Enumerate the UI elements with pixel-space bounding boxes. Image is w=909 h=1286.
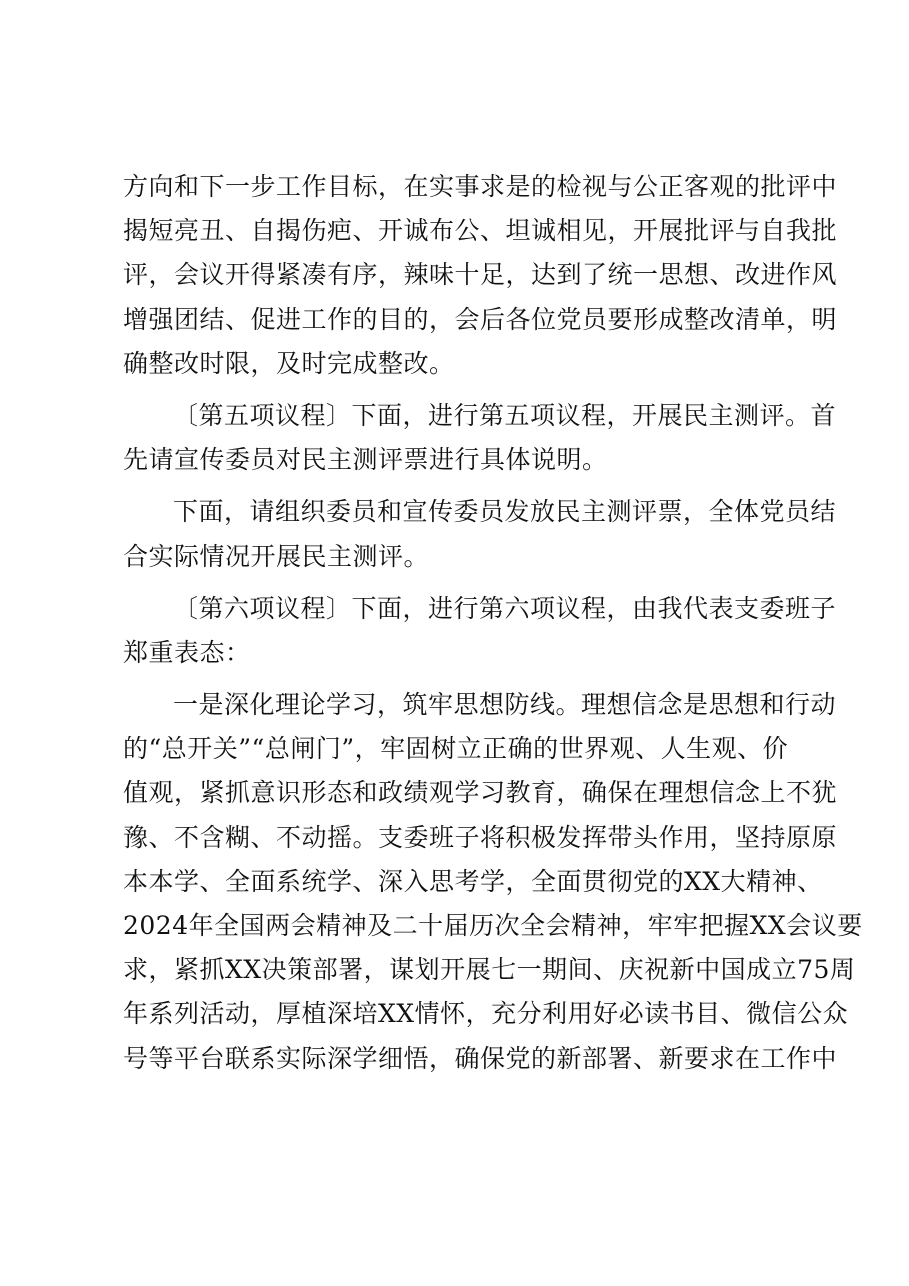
paragraph-line: 增强团结、促进工作的目的，会后各位党员要形成整改清单，明	[123, 304, 838, 334]
paragraph-line: 的“总开关”“总闸门”，牢固树立正确的世界观、人生观、价	[123, 734, 789, 764]
paragraph-line: 评，会议开得紧凑有序，辣味十足，达到了统一思想、改进作风	[123, 260, 838, 290]
paragraph-line: 2024年全国两会精神及二十届历次全会精神，牢牢把握XX会议要	[123, 911, 863, 940]
paragraph-line: 〔第五项议程〕下面，进行第五项议程，开展民主测评。首	[173, 400, 837, 430]
paragraph-line: 确整改时限，及时完成整改。	[123, 348, 455, 378]
paragraph-line: 一是深化理论学习，筑牢思想防线。理想信念是思想和行动	[173, 690, 837, 720]
paragraph-line: 先请宣传委员对民主测评票进行具体说明。	[123, 445, 608, 475]
paragraph-line: 方向和下一步工作目标，在实事求是的检视与公正客观的批评中	[123, 172, 838, 201]
paragraph-2	[123, 394, 837, 482]
paragraph-4	[123, 587, 837, 675]
document-body	[123, 165, 863, 1081]
paragraph-1	[123, 165, 838, 386]
paragraph-line: 值观，紧抓意识形态和政绩观学习教育，确保在理想信念上不犹	[123, 778, 838, 808]
paragraph-line: 号等平台联系实际深学细悟，确保党的新部署、新要求在工作中	[123, 1043, 838, 1073]
paragraph-line: 本本学、全面系统学、深入思考学，全面贯彻党的XX大精神、	[123, 866, 823, 896]
paragraph-line: 年系列活动，厚植深培XX情怀，充分利用好必读书目、微信公众	[123, 999, 849, 1029]
paragraph-line: 豫、不含糊、不动摇。支委班子将积极发挥带头作用，坚持原原	[123, 822, 838, 852]
paragraph-line: 〔第六项议程〕下面，进行第六项议程，由我代表支委班子	[173, 593, 837, 623]
paragraph-line: 求，紧抓XX决策部署，谋划开展七一期间、庆祝新中国成立75周	[123, 955, 856, 985]
paragraph-3	[123, 490, 837, 578]
paragraph-line: 下面，请组织委员和宣传委员发放民主测评票，全体党员结	[173, 497, 837, 527]
paragraph-line: 郑重表态：	[123, 637, 251, 667]
paragraph-5	[123, 683, 863, 1081]
paragraph-line: 揭短亮丑、自揭伤疤、开诚布公、坦诚相见，开展批评与自我批	[123, 216, 838, 246]
paragraph-line: 合实际情况开展民主测评。	[123, 541, 430, 571]
